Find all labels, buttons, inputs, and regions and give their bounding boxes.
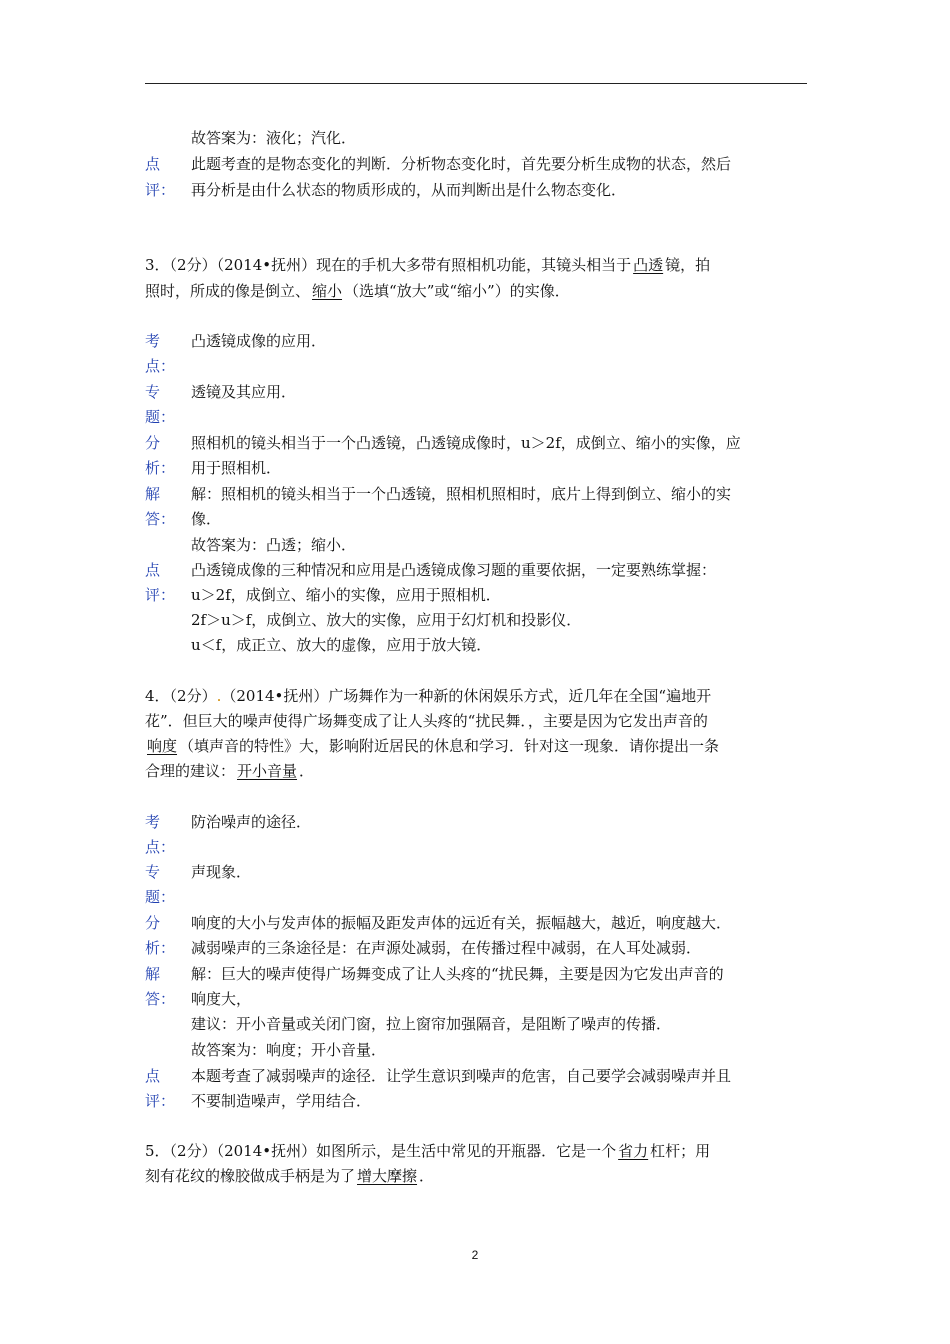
label-zhuanti: 专 [145,383,161,401]
answer-line: 故答案为：凸透；缩小． [191,536,357,554]
q3-line-2: 照时，所成的像是倒立、 缩小 （选填“放大”或“缩小”）的实像． [145,282,570,300]
jieda-text: 像． [191,510,222,528]
q3-blank-2: 缩小 [312,282,343,300]
label-comment: 点 [145,1067,161,1085]
q4-line-1: 4．（2分）.（2014•抚州）广场舞作为一种新的休闲娱乐方式，近几年在全国“遍地开 [145,687,712,705]
label-jieda: 答： [145,990,176,1008]
comment-text: 2f＞u＞f，成倒立、放大的实像，应用于幻灯机和投影仪． [191,611,582,629]
label-comment-2: 评： [145,181,176,199]
label-kaodian: 考 [145,813,161,831]
q5-line-1: 5．（2分）（2014•抚州）如图所示，是生活中常见的开瓶器．它是一个 省力 杠杆；用 [145,1142,711,1160]
fenxi-text: 响度的大小与发声体的振幅及距发声体的远近有关，振幅越大，越近，响度越大． [191,914,732,932]
label-fenxi: 分 [145,434,161,452]
label-jieda: 答： [145,510,176,528]
jieda-text: 解：照相机的镜头相当于一个凸透镜，照相机照相时，底片上得到倒立、缩小的实 [191,485,732,503]
kaodian-text: 凸透镜成像的应用． [191,332,327,350]
q4-line-3: 响度 （填声音的特性》大，影响附近居民的休息和学习．针对这一现象．请你提出一条 [147,737,720,755]
q5-blank-1: 省力 [618,1142,649,1160]
label-fenxi: 分 [145,914,161,932]
page-number: 2 [471,1248,479,1262]
jieda-text: 解：巨大的噪声使得广场舞变成了让人头疼的“扰民舞，主要是因为它发出声音的 [191,965,724,983]
q4-blank-2: 开小音量 [237,762,298,780]
zhuanti-text: 声现象． [191,863,252,881]
fenxi-text: 用于照相机． [191,459,282,477]
q4-blank-1: 响度 [147,737,178,755]
q4-line-2: 花”．但巨大的噪声使得广场舞变成了让人头疼的“扰民舞．，主要是因为它发出声音的 [145,712,708,730]
q4-line-4: 合理的建议： 开小音量 ． [145,762,315,780]
label-fenxi: 析： [145,459,176,477]
comment-text: 此题考查的是物态变化的判断．分析物态变化时，首先要分析生成物的状态，然后 [191,155,732,173]
comment-text: 再分析是由什么状态的物质形成的，从而判断出是什么物态变化． [191,181,627,199]
comment-text: u＞2f，成倒立、缩小的实像，应用于照相机． [191,586,501,604]
q5-blank-2: 增大摩擦 [357,1167,418,1185]
label-jieda: 解 [145,485,161,503]
label-comment: 评： [145,1092,176,1110]
comment-text: 不要制造噪声，学用结合． [191,1092,372,1110]
zhuanti-text: 透镜及其应用． [191,383,297,401]
answer-line: 故答案为：响度；开小音量． [191,1041,387,1059]
fenxi-text: 照相机的镜头相当于一个凸透镜，凸透镜成像时，u＞2f，成倒立、缩小的实像，应 [191,434,741,452]
kaodian-text: 防治噪声的途径． [191,813,312,831]
label-kaodian: 点： [145,838,176,856]
label-comment: 评： [145,586,176,604]
header-rule [145,83,807,84]
label-fenxi: 析： [145,939,176,957]
comment-text: 凸透镜成像的三种情况和应用是凸透镜成像习题的重要依据，一定要熟练掌握： [191,561,717,579]
label-comment-1: 点 [145,155,161,173]
label-kaodian: 考 [145,332,161,350]
comment-text: 本题考查了减弱噪声的途径．让学生意识到噪声的危害，自己要学会减弱噪声并且 [191,1067,732,1085]
label-kaodian: 点： [145,357,176,375]
label-jieda: 解 [145,965,161,983]
q3-blank-1: 凸透 [633,256,664,274]
marker-dot: . [216,687,222,705]
label-zhuanti: 专 [145,863,161,881]
comment-text: u＜f，成正立、放大的虚像，应用于放大镜． [191,636,492,654]
jieda-text: 响度大， [191,990,252,1008]
label-comment: 点 [145,561,161,579]
answer-line: 故答案为：液化；汽化． [191,129,357,147]
fenxi-text: 减弱噪声的三条途径是：在声源处减弱，在传播过程中减弱，在人耳处减弱． [191,939,702,957]
label-zhuanti: 题： [145,408,176,426]
q3-line-1: 3．（2分）（2014•抚州）现在的手机大多带有照相机功能，其镜头相当于 凸透 镜，拍 [145,256,711,274]
label-zhuanti: 题： [145,888,176,906]
q5-line-2: 刻有花纹的橡胶做成手柄是为了 增大摩擦 ． [145,1167,435,1185]
jieda-text: 建议：开小音量或关闭门窗，拉上窗帘加强隔音，是阻断了噪声的传播． [191,1015,672,1033]
